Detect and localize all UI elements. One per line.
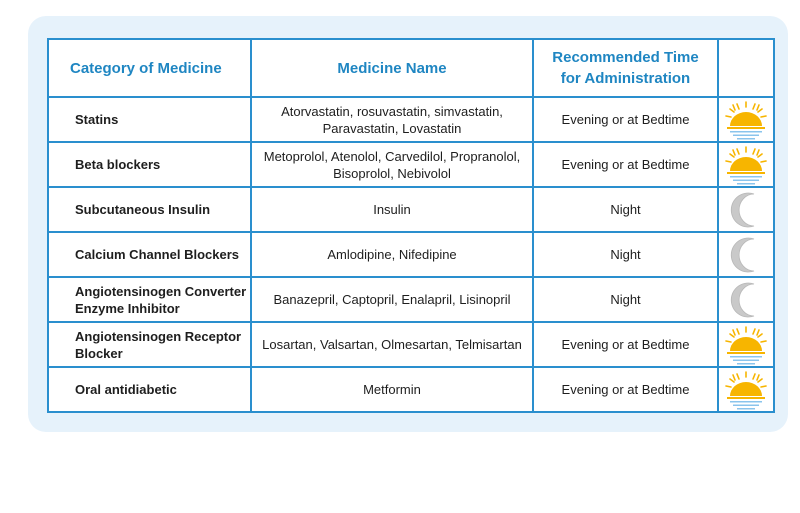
cell-time: Evening or at Bedtime	[533, 367, 718, 412]
cell-icon	[718, 322, 774, 367]
header-recommended-time	[533, 39, 718, 97]
moon-icon	[722, 189, 770, 231]
cell-medicine-name: Insulin	[251, 187, 533, 232]
table-row	[48, 97, 774, 142]
cell-icon	[718, 97, 774, 142]
cell-icon	[718, 187, 774, 232]
table-row	[48, 322, 774, 367]
cell-time: Night	[533, 187, 718, 232]
header-category: Category of Medicine	[48, 39, 251, 97]
cell-category: Calcium Channel Blockers	[48, 232, 251, 277]
header-medicine-name: Medicine Name	[251, 39, 533, 97]
cell-category: Angiotensinogen Converter Enzyme Inhibitor	[48, 277, 251, 322]
sunset-icon	[722, 144, 770, 186]
cell-icon	[718, 277, 774, 322]
cell-category: Beta blockers	[48, 142, 251, 187]
header-recommended-time-label: Recommended Time for Administration	[552, 49, 699, 87]
cell-category: Angiotensinogen Receptor Blocker	[48, 322, 251, 367]
cell-category: Subcutaneous Insulin	[48, 187, 251, 232]
table-row	[48, 142, 774, 187]
table-row	[48, 187, 774, 232]
table-row	[48, 367, 774, 412]
cell-medicine-name: Atorvastatin, rosuvastatin, simvastatin, Paravastatin, Lovastatin	[251, 97, 533, 142]
table-header-row	[48, 39, 774, 97]
moon-icon	[722, 234, 770, 276]
cell-category: Statins	[48, 97, 251, 142]
table-row	[48, 232, 774, 277]
cell-medicine-name: Metformin	[251, 367, 533, 412]
cell-category: Oral antidiabetic	[48, 367, 251, 412]
header-icon	[718, 39, 774, 97]
cell-medicine-name: Metoprolol, Atenolol, Carvedilol, Propranolol, Bisoprolol, Nebivolol	[251, 142, 533, 187]
moon-icon	[722, 279, 770, 321]
cell-icon	[718, 367, 774, 412]
cell-icon	[718, 232, 774, 277]
medicine-timing-table	[47, 38, 775, 413]
sunset-icon	[722, 369, 770, 411]
cell-icon	[718, 142, 774, 187]
sunset-icon	[722, 99, 770, 141]
cell-medicine-name: Banazepril, Captopril, Enalapril, Lisinopril	[251, 277, 533, 322]
table-row	[48, 277, 774, 322]
cell-medicine-name: Losartan, Valsartan, Olmesartan, Telmisartan	[251, 322, 533, 367]
cell-time: Evening or at Bedtime	[533, 322, 718, 367]
cell-time: Evening or at Bedtime	[533, 97, 718, 142]
cell-time: Evening or at Bedtime	[533, 142, 718, 187]
cell-medicine-name: Amlodipine, Nifedipine	[251, 232, 533, 277]
cell-time: Night	[533, 232, 718, 277]
cell-time: Night	[533, 277, 718, 322]
sunset-icon	[722, 324, 770, 366]
